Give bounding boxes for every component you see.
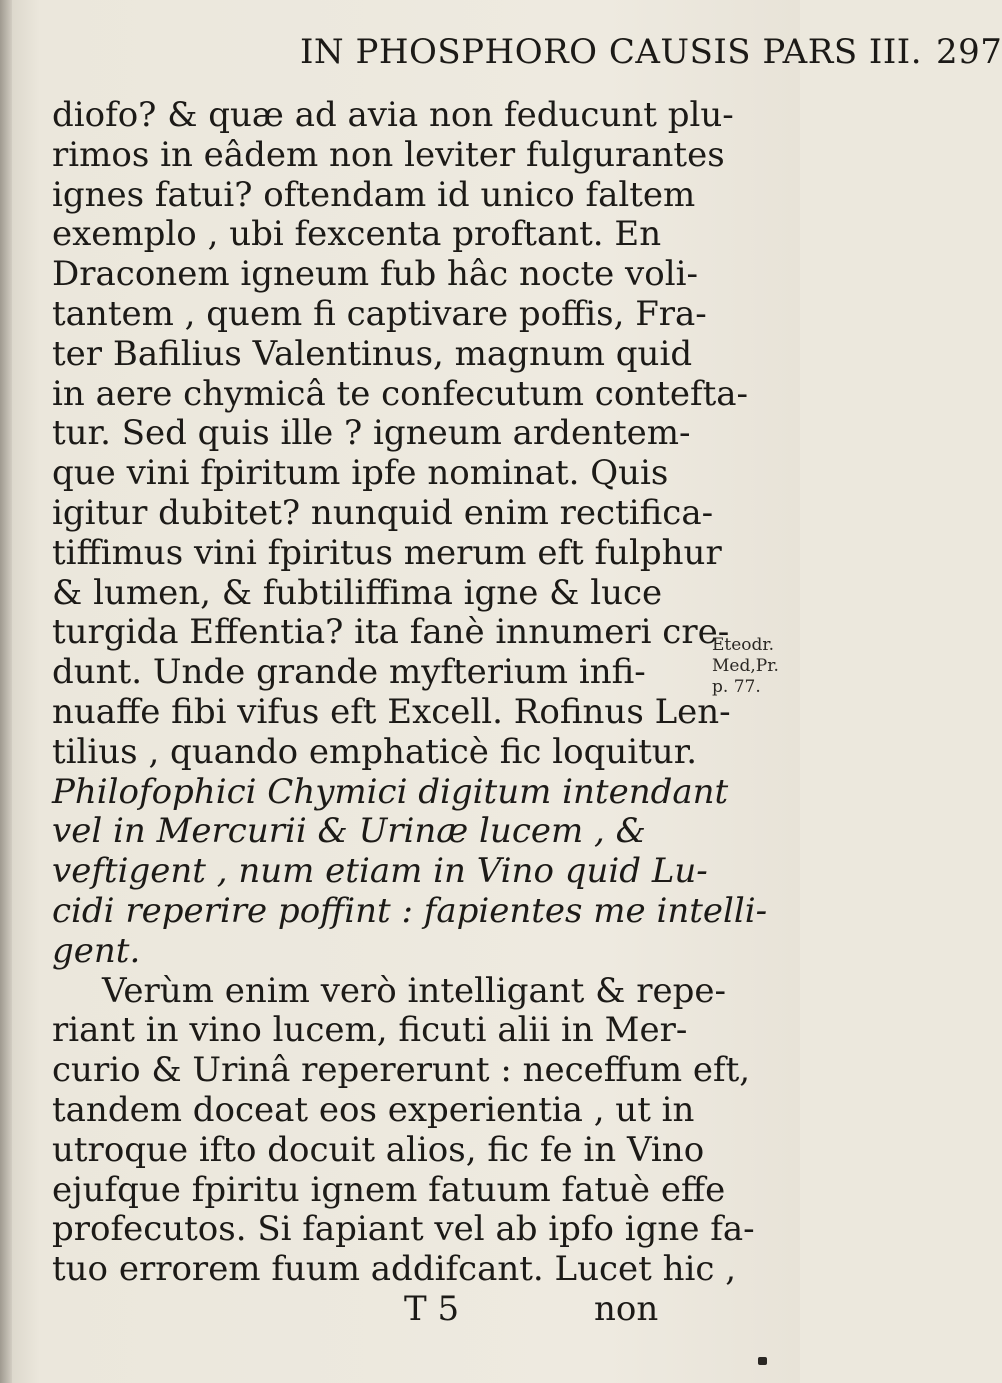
catchline [52, 1290, 752, 1330]
quote-line: gent. [52, 930, 141, 971]
text-line: diofo? & quæ ad avia non feducunt plu- [52, 95, 734, 135]
margin-note-line: Eteodr. [712, 635, 775, 655]
text-line: tilius , quando emphaticè fic loquitur. [52, 731, 698, 772]
text-line: ejufque fpiritu ignem fatuum fatuè effe [52, 1169, 726, 1210]
text-line: dunt. Unde grande myfterium infi- [52, 652, 646, 693]
text-line: Verùm enim verò intelligant & repe- [102, 970, 726, 1011]
margin-note [712, 635, 779, 698]
text-line: utroque ifto docuit alios, fic fe in Vino [52, 1129, 705, 1170]
text-line: que vini fpiritum ipfe nominat. Quis [52, 453, 669, 494]
text-line: in aere chymicâ te confecutum contefta- [52, 373, 748, 414]
text-line: tandem doceat eos experientia , ut in [52, 1089, 695, 1130]
header-title: IN PHOSPHORO CAUSIS PARS III. [300, 32, 923, 72]
text-line: turgida Effentia? ita fanè innumeri cre- [52, 612, 730, 653]
text-line: exemplo , ubi fexcenta proftant. En [52, 214, 662, 255]
text-line: riant in vino lucem, ficuti alii in Mer- [52, 1010, 688, 1051]
text-line: rimos in eâdem non leviter fulgurantes [52, 134, 725, 175]
text-line: Draconem igneum fub hâc nocte voli- [52, 254, 698, 295]
signature-mark: T 5 [404, 1288, 460, 1329]
text-line: tantem , quem fi captivare poffis, Fra- [52, 293, 707, 334]
running-header [300, 32, 1002, 72]
text-line: tiffimus vini fpiritus merum eft fulphur [52, 532, 722, 573]
text-line: curio & Urinâ repererunt : neceffum eft, [52, 1050, 751, 1091]
ink-spot [758, 1357, 767, 1365]
text-line: igitur dubitet? nunquid enim rectifica- [52, 492, 714, 533]
text-line: profecutos. Si fapiant vel ab ipfo igne fa- [52, 1209, 755, 1250]
text-line: nuaffe fibi vifus eft Excell. Rofinus Len- [52, 691, 731, 732]
quote-line: cidi reperire poffint : fapientes me intelli- [52, 890, 768, 931]
text-line: ignes fatui? oftendam id unico faltem [52, 174, 696, 215]
quote-line: veftigent , num etiam in Vino quid Lu- [52, 851, 708, 892]
margin-note-line: Med,Pr. [712, 656, 779, 676]
body-text [52, 95, 768, 1330]
text-line: tur. Sed quis ille ? igneum ardentem- [52, 413, 691, 454]
text-line: & lumen, & fubtiliffima igne & luce [52, 572, 663, 613]
quote-line: Philofophici Chymici digitum intendant [52, 771, 729, 812]
margin-note-line: p. 77. [712, 677, 761, 697]
text-line: ter Bafilius Valentinus, magnum quid [52, 333, 693, 374]
quote-line: vel in Mercurii & Urinæ lucem , & [52, 811, 646, 852]
text-line: tuo errorem fuum addifcant. Lucet hic , [52, 1249, 737, 1290]
catchword: non [594, 1288, 659, 1329]
page-gutter-shadow [0, 0, 12, 1383]
page-number: 297 [936, 32, 1002, 72]
